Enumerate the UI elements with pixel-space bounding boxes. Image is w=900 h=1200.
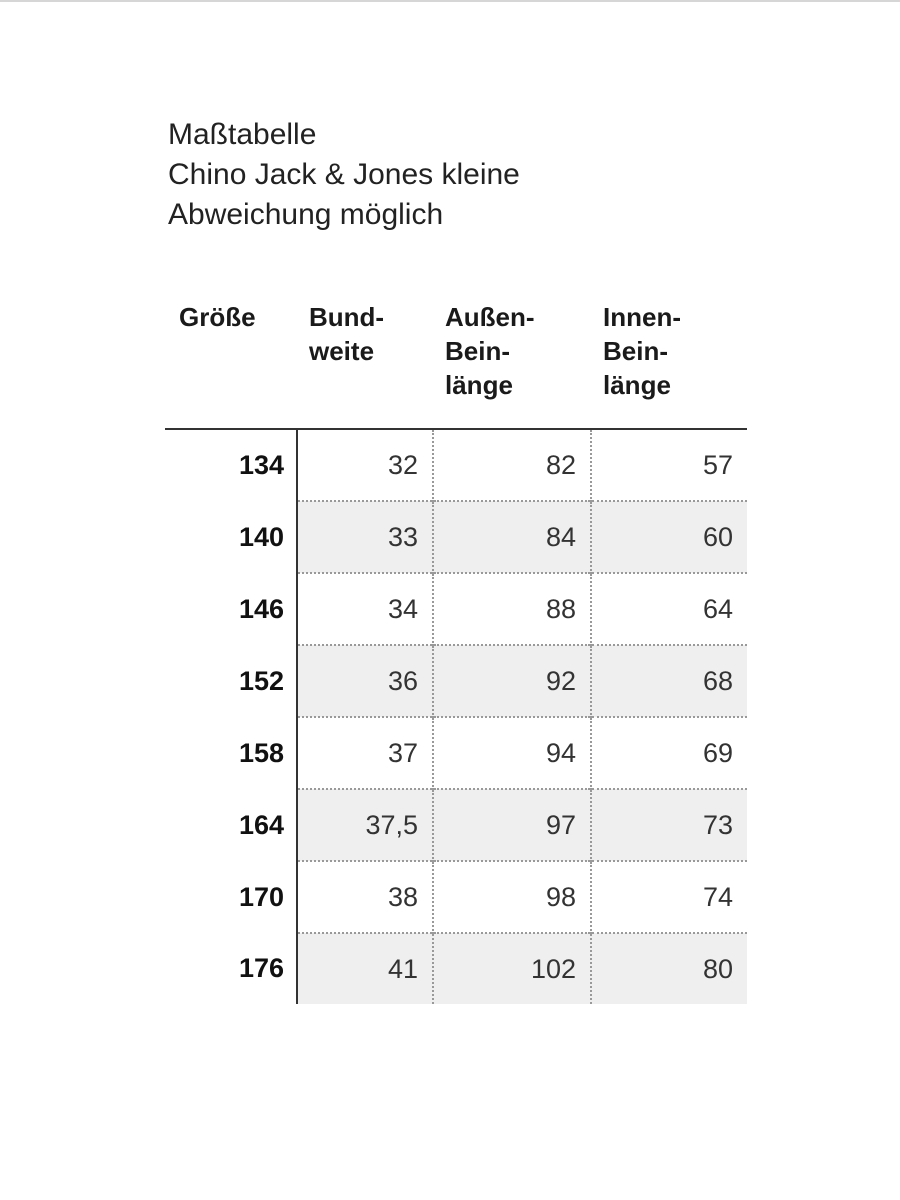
- size-table-body: [165, 429, 747, 1004]
- aussenbein-cell: 102: [433, 933, 591, 1004]
- header-aussen-line-1: Außen-: [445, 302, 535, 332]
- header-groesse: [165, 295, 297, 429]
- top-border-line: [0, 0, 900, 2]
- aussenbein-cell: 94: [433, 717, 591, 789]
- innenbein-cell: 73: [591, 789, 747, 861]
- bundweite-cell: 38: [297, 861, 433, 933]
- aussenbein-cell: 92: [433, 645, 591, 717]
- bundweite-cell: 37: [297, 717, 433, 789]
- size-table: [165, 295, 747, 1004]
- size-cell: 140: [165, 501, 297, 573]
- header-bundweite: [297, 295, 433, 429]
- title-line-2: Chino Jack & Jones kleine: [168, 158, 520, 191]
- size-cell: 146: [165, 573, 297, 645]
- header-innen-line-1: Innen-: [603, 302, 681, 332]
- table-row: [165, 573, 747, 645]
- bundweite-cell: 32: [387, 449, 418, 480]
- aussenbein-cell: 82: [433, 429, 591, 501]
- innenbein-cell: 74: [591, 861, 747, 933]
- table-row: [165, 789, 747, 861]
- title-line-1: Maßtabelle: [168, 118, 317, 151]
- header-row: [165, 295, 747, 429]
- bundweite-cell: 41: [297, 933, 433, 1004]
- bundweite-cell: 34: [297, 573, 433, 645]
- bundweite-cell: 33: [297, 501, 433, 573]
- table-row: [165, 501, 747, 573]
- header-innen-line-2: Bein-: [603, 336, 668, 366]
- header-aussen-line-3: länge: [445, 370, 513, 400]
- bundweite-cell: 36: [297, 645, 433, 717]
- header-innen-line-3: länge: [603, 370, 671, 400]
- table-row: [165, 717, 747, 789]
- size-cell: 176: [165, 933, 297, 1004]
- aussenbein-cell: 88: [433, 573, 591, 645]
- size-cell: 158: [165, 717, 297, 789]
- header-aussenbeinlaenge: [433, 295, 591, 429]
- size-cell: 134: [165, 429, 297, 501]
- header-aussen-line-2: Bein-: [445, 336, 510, 366]
- size-table-header: [165, 295, 747, 429]
- table-row: [165, 861, 747, 933]
- header-innenbeinlaenge: [591, 295, 747, 429]
- page-title: [168, 115, 520, 235]
- bundweite-cell: 37,5: [297, 789, 433, 861]
- innenbein-cell: 68: [591, 645, 747, 717]
- aussenbein-cell: 98: [433, 861, 591, 933]
- title-line-3: Abweichung möglich: [168, 198, 444, 231]
- innenbein-cell: 69: [591, 717, 747, 789]
- header-bundweite-line-1: Bund-: [309, 302, 385, 332]
- header-bundweite-line-2: weite: [309, 336, 375, 366]
- innenbein-cell: 64: [591, 573, 747, 645]
- table-row: [165, 933, 747, 1004]
- innenbein-cell: 60: [591, 501, 747, 573]
- header-groesse-line: Größe: [179, 302, 256, 332]
- aussenbein-cell: 97: [433, 789, 591, 861]
- aussenbein-cell: 84: [433, 501, 591, 573]
- innenbein-cell: 57: [591, 429, 747, 501]
- size-cell: 170: [165, 861, 297, 933]
- table-row: [165, 645, 747, 717]
- size-cell: 164: [165, 789, 297, 861]
- size-cell: 152: [165, 645, 297, 717]
- table-row: [165, 429, 747, 501]
- innenbein-cell: 80: [591, 933, 747, 1004]
